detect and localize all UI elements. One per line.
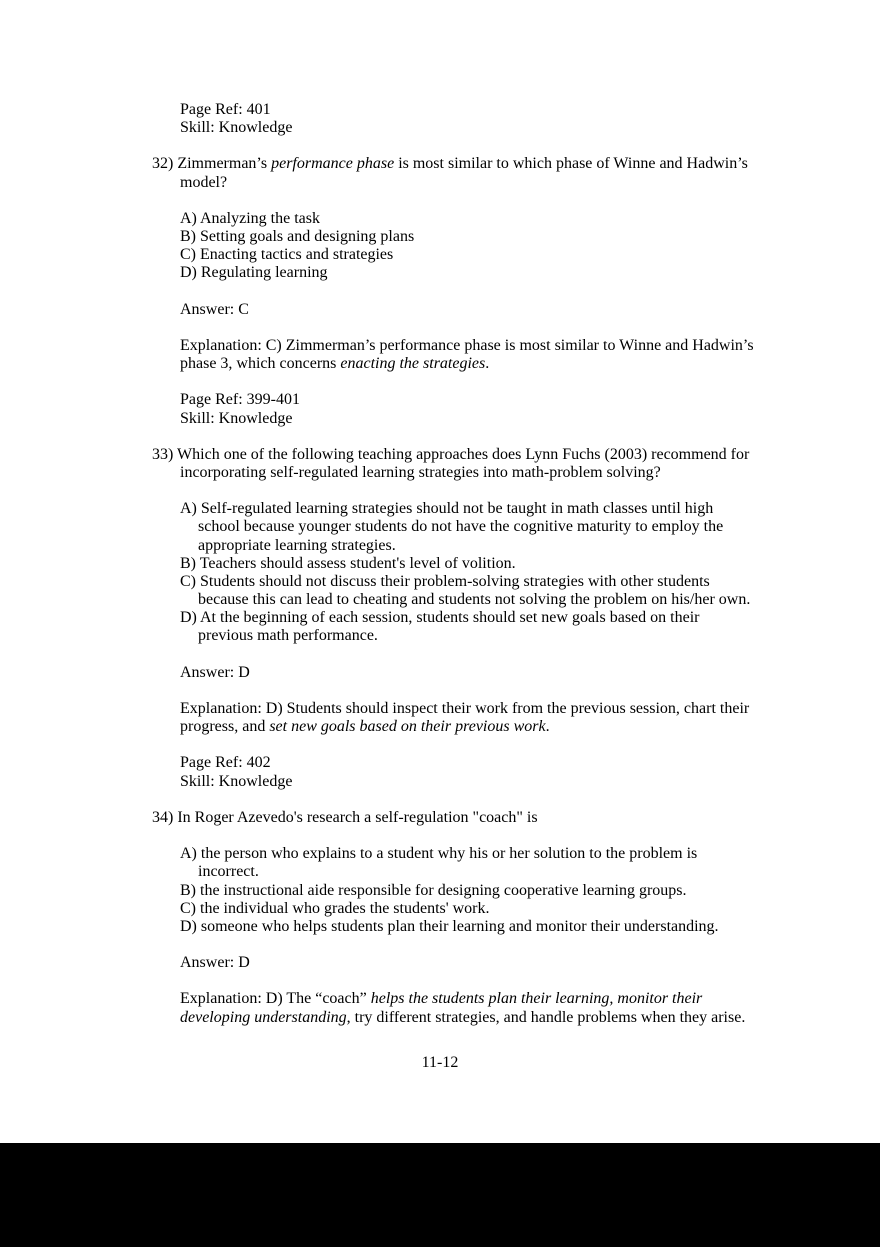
question-32-explanation [152, 337, 832, 373]
text-line [152, 446, 832, 464]
text-line [152, 809, 832, 827]
question-32-stem [152, 155, 832, 191]
text-line [198, 591, 832, 609]
text-segment: Skill: Knowledge [180, 409, 293, 427]
text-line [180, 609, 832, 627]
text-segment: 32) Zimmerman’s [152, 155, 272, 173]
text-segment: Page Ref: 402 [180, 754, 271, 772]
text-segment: B) the instructional aide responsible for designing cooperative learning groups. [180, 881, 687, 899]
page-number: 11-12 [421, 1054, 459, 1071]
italic-text-segment: set new goals based on their previous work [269, 718, 546, 736]
text-line [180, 410, 832, 428]
text-segment: incorporating self-regulated learning strategies into math-problem solving? [180, 464, 661, 482]
text-line [180, 246, 832, 264]
text-segment: D) someone who helps students plan their learning and monitor their understanding. [180, 917, 719, 935]
text-line [180, 845, 832, 863]
text-segment: incorrect. [198, 863, 259, 881]
text-line [180, 718, 832, 736]
text-line [180, 228, 832, 246]
text-line [180, 210, 832, 228]
document-content [152, 101, 832, 1027]
text-line [180, 773, 832, 791]
text-line [180, 664, 832, 682]
text-segment: . [545, 718, 550, 736]
text-line [198, 627, 832, 645]
question-33-explanation [152, 700, 832, 736]
text-segment: is most similar to which phase of Winne and Hadwin’s [394, 155, 748, 173]
text-line [180, 337, 832, 355]
text-segment: Explanation: C) Zimmerman’s performance phase is most similar to Winne and Hadwin’s [180, 336, 754, 354]
question-34-stem [152, 809, 832, 827]
text-segment: A) the person who explains to a student why his or her solution to the problem is [180, 845, 698, 863]
text-segment: C) Students should not discuss their problem-solving strategies with other students [180, 572, 710, 590]
text-segment: 34) In Roger Azevedo's research a self-regulation "coach" is [152, 808, 538, 826]
text-segment: B) Setting goals and designing plans [180, 228, 415, 246]
text-segment: phase 3, which concerns [180, 355, 341, 373]
bottom-letterbox-bar [0, 1143, 880, 1247]
text-line [180, 900, 832, 918]
text-line [180, 555, 832, 573]
text-line [198, 863, 832, 881]
text-segment: progress, and [180, 718, 270, 736]
text-line [180, 119, 832, 137]
text-segment: Answer: C [180, 300, 249, 318]
question-31-page-ref-skill [152, 101, 832, 137]
text-line [180, 500, 832, 518]
text-line [180, 918, 832, 936]
italic-text-segment: enacting the strategies [340, 355, 486, 373]
question-34-answer [152, 954, 832, 972]
text-segment: Skill: Knowledge [180, 119, 293, 137]
text-segment: Page Ref: 399-401 [180, 391, 300, 409]
italic-text-segment: developing understanding [180, 1008, 347, 1026]
text-segment: . [485, 355, 490, 373]
text-segment: Answer: D [180, 663, 250, 681]
text-segment: Explanation: D) Students should inspect their work from the previous session, chart their [180, 700, 750, 718]
text-segment: Page Ref: 401 [180, 101, 271, 118]
question-33-answer [152, 664, 832, 682]
text-line [180, 464, 832, 482]
question-32-answer [152, 301, 832, 319]
text-segment: previous math performance. [198, 627, 378, 645]
question-33-stem [152, 446, 832, 482]
question-33-page-ref-skill [152, 754, 832, 790]
text-segment: C) Enacting tactics and strategies [180, 246, 394, 264]
text-segment: school because younger students do not have the cognitive maturity to employ the [198, 518, 724, 536]
text-line [180, 1009, 832, 1027]
text-segment: appropriate learning strategies. [198, 536, 396, 554]
text-segment: Skill: Knowledge [180, 772, 293, 790]
text-segment: C) the individual who grades the students' work. [180, 899, 490, 917]
text-segment: A) Self-regulated learning strategies should not be taught in math classes until high [180, 500, 714, 518]
text-segment: D) At the beginning of each session, students should set new goals based on their [180, 609, 700, 627]
text-line [180, 882, 832, 900]
text-line [180, 754, 832, 772]
text-segment: 33) Which one of the following teaching approaches does Lynn Fuchs (2003) recommend for [152, 445, 750, 463]
text-segment: , try different strategies, and handle problems when they arise. [346, 1008, 746, 1026]
text-segment: D) Regulating learning [180, 264, 328, 282]
text-segment: B) Teachers should assess student's level of volition. [180, 554, 516, 572]
text-line [180, 573, 832, 591]
question-33-options [152, 500, 832, 645]
text-segment: model? [180, 173, 228, 191]
text-line [180, 264, 832, 282]
text-line [180, 700, 832, 718]
italic-text-segment: helps the students plan their learning, monitor their [370, 990, 703, 1008]
text-segment: Answer: D [180, 954, 250, 972]
text-segment: because this can lead to cheating and students not solving the problem on his/her own. [198, 591, 751, 609]
question-34-options [152, 845, 832, 936]
text-line [180, 990, 832, 1008]
text-line [198, 537, 832, 555]
italic-text-segment: performance phase [271, 155, 395, 173]
text-line [180, 355, 832, 373]
text-line [180, 301, 832, 319]
question-32-options [152, 210, 832, 283]
text-line [180, 174, 832, 192]
text-line [180, 101, 832, 119]
question-32-page-ref-skill [152, 391, 832, 427]
text-line [198, 518, 832, 536]
text-line [180, 391, 832, 409]
text-line [152, 155, 832, 173]
question-34-explanation [152, 990, 832, 1026]
text-segment: A) Analyzing the task [180, 209, 320, 227]
text-line [180, 954, 832, 972]
text-segment: Explanation: D) The “coach” [180, 990, 371, 1008]
